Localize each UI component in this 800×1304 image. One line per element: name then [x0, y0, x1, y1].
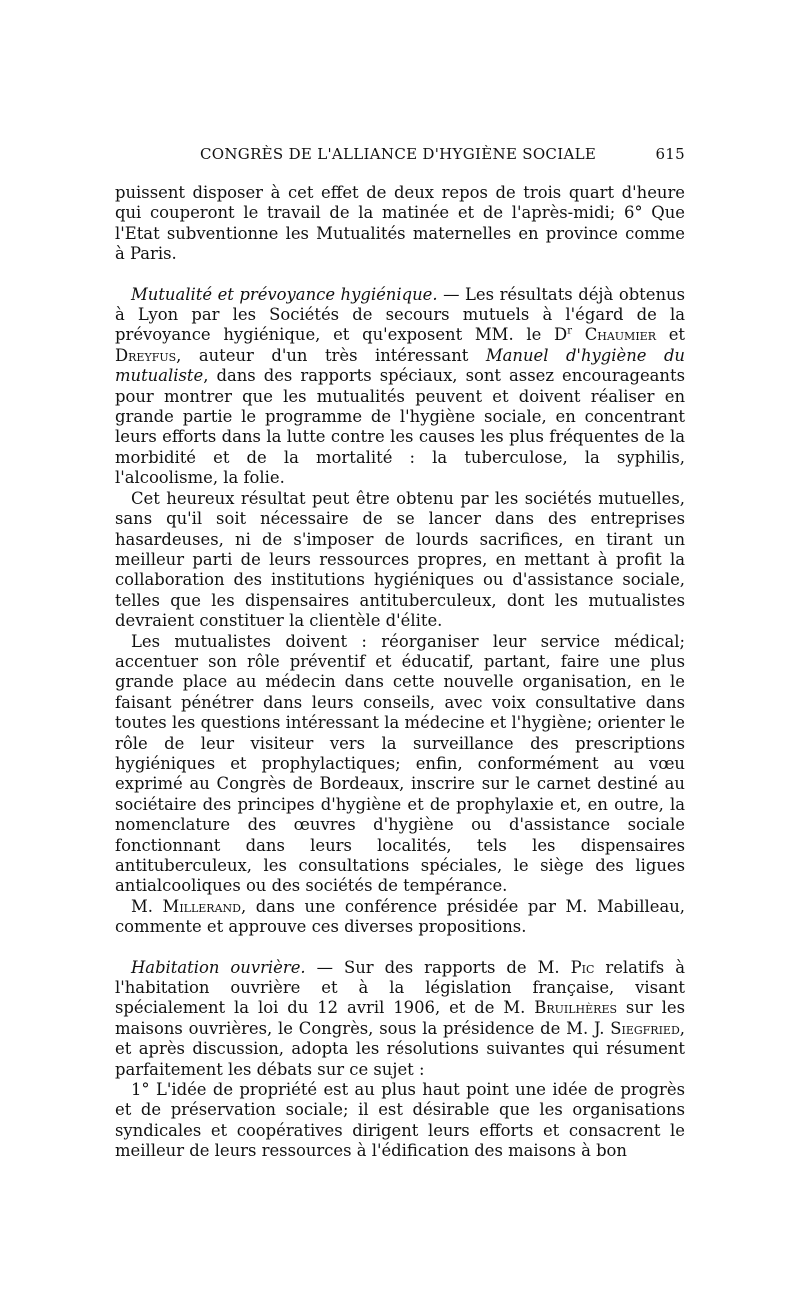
body-text: [115, 183, 685, 1162]
author-name: Dreyfus: [115, 345, 177, 365]
paragraph-mutualite: Mutualité et prévoyance hygiénique. — Les résultats déjà obtenus à Lyon par les Sociétés de secours mutuels à l'égard de la prévoyance hygiénique, et qu'exposent MM. le $D^r$ Chaumier et Dreyfus, auteur d'un très intéressant Manuel d'hygiène du mutualiste, dans des rapports spéciaux, sont assez encourageants pour montrer que les mutualités peuvent et doivent réaliser en grande partie le programme de l'hygiène sociale, en concentrant leurs efforts dans la lutte contre les causes les plus fréquentes de la morbidité et de la mortalité : la tuberculose, la syphilis, l'alcoolisme, la folie.: [115, 284, 685, 488]
paragraph-resolution-1: 1° L'idée de propriété est au plus haut point une idée de progrès et de préservation sociale; il est désirable que les organisations syndicales et coopératives dirigent leurs efforts et consacrent le meilleur de leurs ressources à l'édification des maisons à bon: [115, 1080, 685, 1161]
paragraph-continuation: puissent disposer à cet effet de deux repos de trois quart d'heure qui couperont le travail de la matinée et de l'après-midi; 6° Que l'Etat subventionne les Mutualités maternelles en province comme à Paris.: [115, 183, 685, 264]
paragraph-resultat: Cet heureux résultat peut être obtenu par les sociétés mutuelles, sans qu'il soit nécessaire de se lancer dans des entreprises hasardeuses, ni de s'imposer de lourds sacrifices, en tirant un meilleur parti de leurs ressources propres, en mettant à profit la collaboration des institutions hygiéniques ou d'assistance sociale, telles que les dispensaires antituberculeux, dont les mutualistes devraient constituer la clientèle d'élite.: [115, 488, 685, 631]
paragraph-millerand: M. Millerand, dans une conférence présidée par M. Mabilleau, commente et approuve ces diverses propositions.: [115, 896, 685, 937]
paragraph-mutualistes: Les mutualistes doivent : réorganiser leur service médical; accentuer son rôle préventif et éducatif, partant, faire une plus grande place au médecin dans cette nouvelle organisation, en le faisant pénétrer dans leurs conseils, avec voix consultative dans toutes les questions intéressant la médecine et l'hygiène; orienter le rôle de leur visiteur vers la surveillance des prescriptions hygiéniques et prophylactiques; enfin, conformément au vœu exprimé au Congrès de Bordeaux, inscrire sur le carnet destiné au sociétaire des principes d'hygiène et de prophylaxie et, en outre, la nomenclature des œuvres d'hygiène ou d'assistance sociale fonctionnant dans leurs localités, tels les dispensaires antituberculeux, les consultations spéciales, le siège des ligues antialcooliques ou des sociétés de tempérance.: [115, 631, 685, 896]
page-number: 615: [655, 145, 685, 163]
person-name: Pic: [570, 957, 595, 977]
person-name: Bruilhères: [534, 998, 618, 1018]
person-name: Millerand: [162, 896, 241, 916]
section-heading-mutualite: Mutualité et prévoyance hygiénique.: [131, 284, 438, 304]
author-name: Chaumier: [584, 325, 656, 345]
person-name: Siegfried: [610, 1018, 680, 1038]
page-header: [115, 145, 685, 169]
paragraph-habitation: Habitation ouvrière. — Sur des rapports de M. Pic relatifs à l'habitation ouvrière et à la législation française, visant spécialement la loi du 12 avril 1906, et de M. Bruilhères sur les maisons ouvrières, le Congrès, sous la présidence de M. J. Siegfried, et après discussion, adopta les résolutions suivantes qui résument parfaitement les débats sur ce sujet :: [115, 957, 686, 1079]
running-title: CONGRÈS DE L'ALLIANCE D'HYGIÈNE SOCIALE: [200, 145, 597, 163]
book-title: Manuel d'hygiène du mutualiste: [115, 345, 685, 386]
section-heading-habitation: Habitation ouvrière.: [131, 957, 306, 977]
book-page: [115, 145, 685, 1162]
dr-superscript: r: [567, 325, 572, 337]
